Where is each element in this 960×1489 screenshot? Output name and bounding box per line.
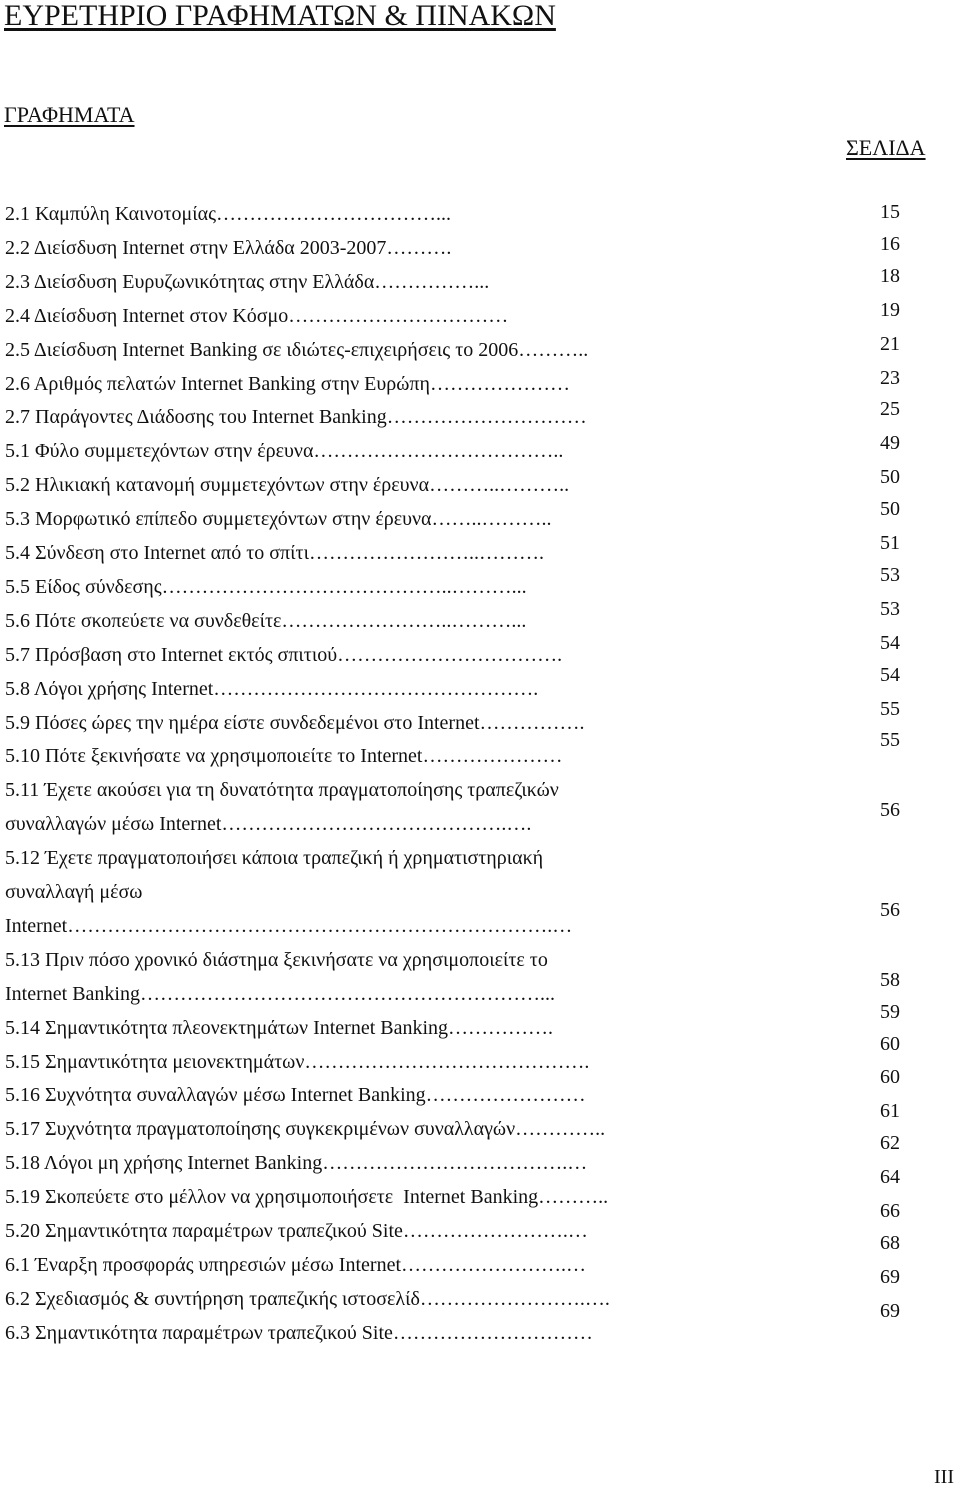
index-entry-page: 51 xyxy=(880,532,900,554)
index-entry-page: 56 xyxy=(880,898,900,921)
index-entry-line: 5.9 Πόσες ώρες την ημέρα είστε συνδεδεμένοι στο Internet……………. xyxy=(5,711,585,734)
index-entry-line: 5.14 Σημαντικότητα πλεονεκτημάτων Internet Banking……………. xyxy=(5,1016,554,1039)
index-entry-page: 61 xyxy=(880,1100,900,1123)
index-entry-line: 5.3 Μορφωτικό επίπεδο συμμετεχόντων στην έρευνα……..……….. xyxy=(5,508,552,531)
index-entry-page: 62 xyxy=(880,1132,900,1155)
index-entry-page: 66 xyxy=(880,1200,900,1222)
index-entry-page: 69 xyxy=(880,1299,900,1322)
index-entry-page: 53 xyxy=(880,563,900,586)
index-entry-page: 25 xyxy=(880,398,900,421)
index-entry-page: 19 xyxy=(880,298,900,321)
index-entry-page: 60 xyxy=(880,1032,900,1055)
index-entry-page: 69 xyxy=(880,1265,900,1288)
index-entry-line: 5.16 Συχνότητα συναλλαγών μέσω Internet Banking…………………… xyxy=(5,1084,586,1107)
index-entry-line: 2.1 Καμπύλη Καινοτομίας……………………………... xyxy=(5,203,452,225)
index-entry-page: 58 xyxy=(880,968,900,991)
index-entry-line: 5.20 Σημαντικότητα παραμέτρων τραπεζικού Site…………………….… xyxy=(5,1220,588,1242)
page-column-header: ΣΕΛΙΔΑ xyxy=(846,135,926,160)
index-entry-line: 5.10 Πότε ξεκινήσατε να χρησιμοποιείτε το Internet………………… xyxy=(5,745,563,768)
index-entry-page: 23 xyxy=(880,366,900,389)
index-entry-line: 5.11 Έχετε ακούσει για τη δυνατότητα πραγματοποίησης τραπεζικών xyxy=(5,779,559,802)
index-entry-line: συναλλαγών μέσω Internet…………………………………….…. xyxy=(5,813,532,836)
index-entry-line: 5.18 Λόγοι μη χρήσης Internet Banking……………………………….… xyxy=(5,1152,588,1175)
index-entry-page: 50 xyxy=(880,466,900,489)
index-entry-line: 2.5 Διείσδυση Internet Banking σε ιδιώτες-επιχειρήσεις το 2006……….. xyxy=(5,338,589,361)
page-title: ΕΥΡΕΤΗΡΙΟ ΓΡΑΦΗΜΑΤΩΝ & ΠΙΝΑΚΩΝ xyxy=(4,0,556,32)
index-entry-page: 18 xyxy=(880,264,900,287)
index-entry-line: 2.2 Διείσδυση Internet στην Ελλάδα 2003-2007………. xyxy=(5,236,452,259)
index-entry-line: 2.3 Διείσδυση Ευρυζωνικότητας στην Ελλάδα……………... xyxy=(5,270,490,293)
index-entry-page: 55 xyxy=(880,697,900,720)
index-entry-line: 2.6 Αριθμός πελατών Internet Banking στην Ευρώπη………………… xyxy=(5,372,570,395)
index-entry-line: συναλλαγή μέσω xyxy=(5,881,143,903)
section-title: ΓΡΑΦΗΜΑΤΑ xyxy=(4,102,135,127)
index-entry-line: Internet Banking……………………………………………………... xyxy=(5,982,555,1005)
index-entry-page: 54 xyxy=(880,631,900,654)
index-entry-line: 5.17 Συχνότητα πραγματοποίησης συγκεκριμένων συναλλαγών………….. xyxy=(5,1118,606,1141)
index-entry-page: 54 xyxy=(880,663,900,686)
index-entry-page: 59 xyxy=(880,1000,900,1023)
index-entry-line: 5.5 Είδος σύνδεσης……………………………………..………... xyxy=(5,575,527,598)
index-entry-line: 5.15 Σημαντικότητα μειονεκτημάτων……………………………………. xyxy=(5,1050,590,1073)
index-entry-line: 5.2 Ηλικιακή κατανομή συμμετεχόντων στην έρευνα………..……….. xyxy=(5,474,570,497)
index-entry-line: 6.1 Έναρξη προσφοράς υπηρεσιών μέσω Internet…………………….… xyxy=(5,1253,586,1276)
index-entry-page: 56 xyxy=(880,799,900,822)
index-entry-line: 5.4 Σύνδεση στο Internet από το σπίτι……………………..………. xyxy=(5,542,544,564)
index-entry-page: 68 xyxy=(880,1231,900,1254)
index-entry-page: 55 xyxy=(880,729,900,752)
index-entry-line: Internet……………………………………………………………….… xyxy=(5,914,573,937)
index-entry-page: 16 xyxy=(880,232,900,255)
index-entry-line: 5.13 Πριν πόσο χρονικό διάστημα ξεκινήσατε να χρησιμοποιείτε το xyxy=(5,948,548,971)
index-entry-line: 5.6 Πότε σκοπεύετε να συνδεθείτε……………………..………... xyxy=(5,609,527,632)
index-entry-line: 5.19 Σκοπεύετε στο μέλλον να χρησιμοποιήσετε Internet Banking……….. xyxy=(5,1186,609,1209)
index-entry-page: 15 xyxy=(880,201,900,223)
index-entry-line: 6.2 Σχεδιασμός & συντήρηση τραπεζικής ιστοσελίδ…………………….…. xyxy=(5,1287,610,1310)
index-entry-page: 53 xyxy=(880,597,900,620)
index-entry-line: 5.8 Λόγοι χρήσης Internet…………………………………………. xyxy=(5,677,539,700)
index-entry-page: 60 xyxy=(880,1066,900,1089)
index-entry-line: 6.3 Σημαντικότητα παραμέτρων τραπεζικού Site………………………… xyxy=(5,1321,593,1344)
index-entry-line: 5.7 Πρόσβαση στο Internet εκτός σπιτιού……………………………. xyxy=(5,643,563,666)
index-entry-line: 5.1 Φύλο συμμετεχόντων στην έρευνα……………………………….. xyxy=(5,440,564,463)
index-entry-line: 2.4 Διείσδυση Internet στον Κόσμο…………………………… xyxy=(5,304,509,327)
page-folio: III xyxy=(934,1466,954,1488)
index-entry-page: 21 xyxy=(880,332,900,355)
index-entry-line: 2.7 Παράγοντες Διάδοσης του Internet Banking………………………… xyxy=(5,406,587,429)
index-entry-page: 64 xyxy=(880,1166,900,1189)
index-entry-line: 5.12 Έχετε πραγματοποιήσει κάποια τραπεζική ή χρηματιστηριακή xyxy=(5,847,544,870)
index-entry-page: 50 xyxy=(880,498,900,521)
index-entry-page: 49 xyxy=(880,432,900,455)
